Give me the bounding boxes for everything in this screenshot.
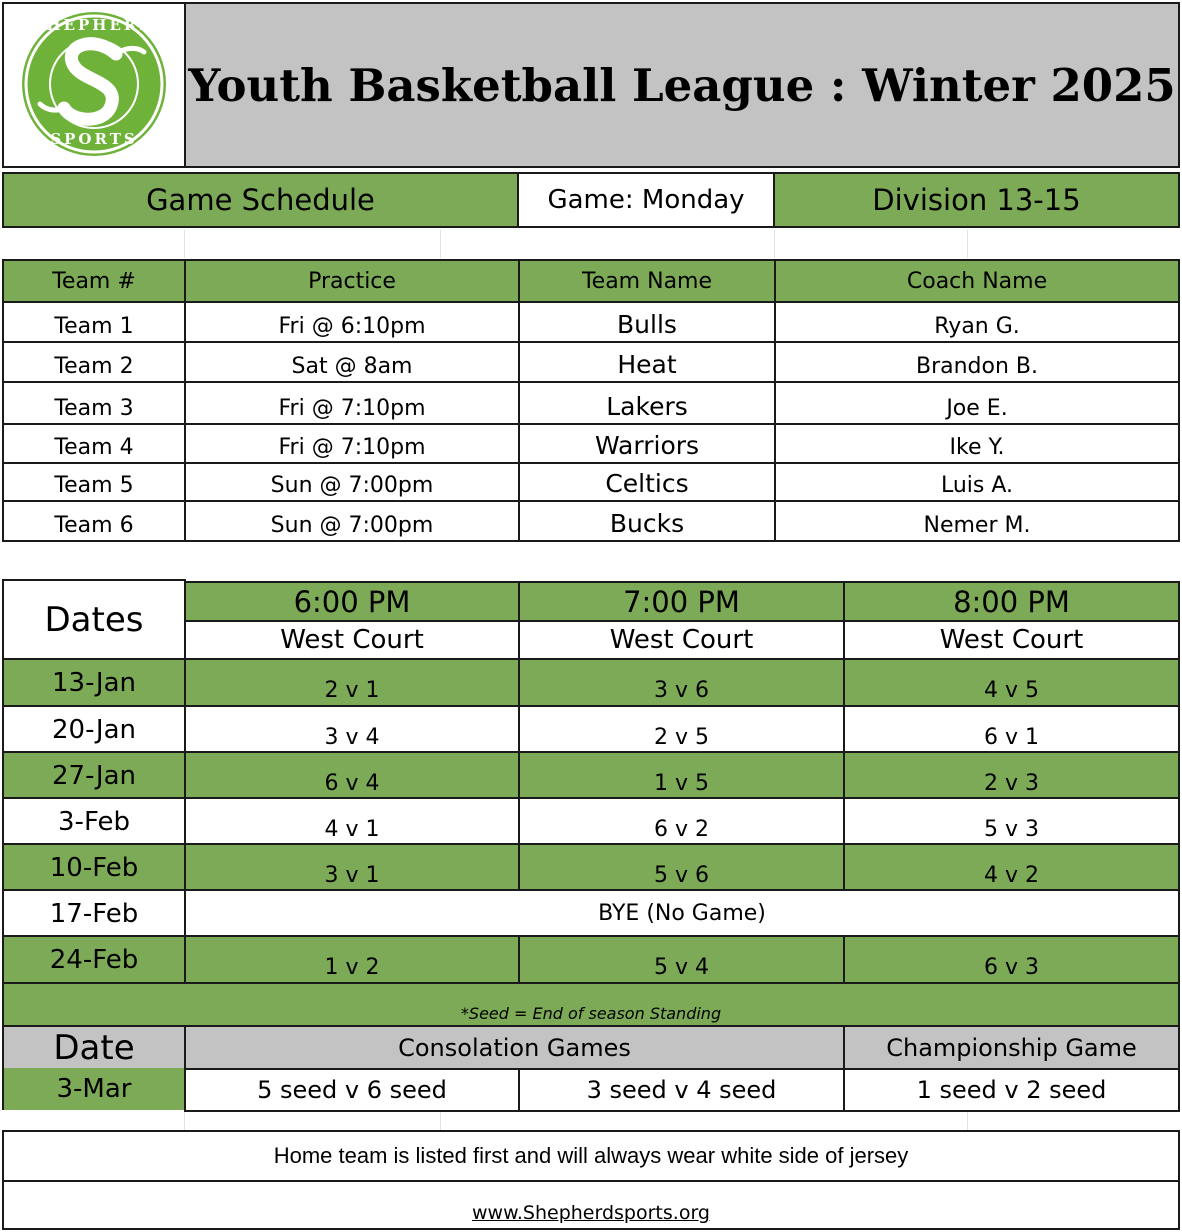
matchup: 6 v 3	[843, 935, 1180, 984]
practice-time: Sat @ 8am	[184, 341, 520, 383]
practice-time: Sun @ 7:00pm	[184, 500, 520, 542]
schedule-date: 10-Feb	[2, 843, 186, 892]
schedule-date: 27-Jan	[2, 751, 186, 800]
team-name: Heat	[518, 341, 776, 383]
matchup: 2 v 3	[843, 751, 1180, 800]
website-link[interactable]: www.Shepherdsports.org	[472, 1202, 710, 1224]
game-day-label: Game: Monday	[517, 172, 775, 228]
coach-name: Ike Y.	[774, 423, 1180, 464]
court-header-2: West Court	[518, 620, 845, 660]
team-number: Team 2	[2, 341, 186, 383]
schedule-date: 17-Feb	[2, 889, 186, 938]
team-number: Team 6	[2, 500, 186, 542]
teams-header-team-name: Team Name	[518, 259, 776, 303]
footer-website-box	[2, 1180, 1180, 1230]
consolation-header: Consolation Games	[184, 1025, 845, 1070]
matchup: 5 v 3	[843, 797, 1180, 846]
teams-header-coach-name: Coach Name	[774, 259, 1180, 303]
matchup: 6 v 1	[843, 705, 1180, 754]
matchup: 1 v 2	[184, 935, 520, 984]
coach-name: Brandon B.	[774, 341, 1180, 383]
team-name: Bulls	[518, 301, 776, 343]
practice-time: Fri @ 6:10pm	[184, 301, 520, 343]
time-header-8pm: 8:00 PM	[843, 581, 1180, 622]
coach-name: Ryan G.	[774, 301, 1180, 343]
matchup: 6 v 4	[184, 751, 520, 800]
matchup: 4 v 5	[843, 658, 1180, 707]
matchup: 5 v 6	[518, 843, 845, 892]
matchup: 2 v 1	[184, 658, 520, 707]
matchup: 3 v 4	[184, 705, 520, 754]
page-title: Youth Basketball League : Winter 2025	[188, 58, 1176, 112]
coach-name: Joe E.	[774, 381, 1180, 425]
court-header-1: West Court	[184, 620, 520, 660]
championship-game: 1 seed v 2 seed	[843, 1068, 1180, 1112]
playoff-date-header: Date	[2, 1025, 186, 1070]
logo-text-bottom: SPORTS	[50, 130, 138, 148]
matchup: 3 v 6	[518, 658, 845, 707]
practice-time: Fri @ 7:10pm	[184, 423, 520, 464]
schedule-date: 24-Feb	[2, 935, 186, 984]
title-banner	[184, 2, 1180, 168]
logo-box	[2, 2, 186, 168]
schedule-date: 13-Jan	[2, 658, 186, 707]
schedule-date: 20-Jan	[2, 705, 186, 754]
game-schedule-label: Game Schedule	[2, 172, 519, 228]
bye-week: BYE (No Game)	[184, 889, 1180, 938]
championship-header: Championship Game	[843, 1025, 1180, 1070]
matchup: 2 v 5	[518, 705, 845, 754]
division-label: Division 13-15	[773, 172, 1180, 228]
dates-header: Dates	[2, 579, 186, 660]
practice-time: Sun @ 7:00pm	[184, 462, 520, 502]
teams-header-practice: Practice	[184, 259, 520, 303]
team-number: Team 4	[2, 423, 186, 464]
team-name: Lakers	[518, 381, 776, 425]
footer-note-box	[2, 1130, 1180, 1182]
team-name: Warriors	[518, 423, 776, 464]
team-number: Team 1	[2, 301, 186, 343]
matchup: 4 v 1	[184, 797, 520, 846]
matchup: 4 v 2	[843, 843, 1180, 892]
matchup: 1 v 5	[518, 751, 845, 800]
time-header-7pm: 7:00 PM	[518, 581, 845, 622]
seed-note-bar	[2, 982, 1180, 1027]
team-name: Celtics	[518, 462, 776, 502]
team-number: Team 5	[2, 462, 186, 502]
playoff-date: 3-Mar	[2, 1068, 184, 1110]
practice-time: Fri @ 7:10pm	[184, 381, 520, 425]
court-header-3: West Court	[843, 620, 1180, 660]
consolation-game-1: 5 seed v 6 seed	[184, 1068, 520, 1112]
coach-name: Nemer M.	[774, 500, 1180, 542]
time-header-6pm: 6:00 PM	[184, 581, 520, 622]
schedule-date: 3-Feb	[2, 797, 186, 846]
seed-note: *Seed = End of season Standing	[460, 1004, 722, 1023]
teams-header-team-number: Team #	[2, 259, 186, 303]
matchup: 3 v 1	[184, 843, 520, 892]
team-name: Bucks	[518, 500, 776, 542]
consolation-game-2: 3 seed v 4 seed	[518, 1068, 845, 1112]
team-number: Team 3	[2, 381, 186, 425]
logo-text-top: SHEPHERD	[32, 16, 156, 34]
coach-name: Luis A.	[774, 462, 1180, 502]
matchup: 6 v 2	[518, 797, 845, 846]
footer-note: Home team is listed first and will always wear white side of jersey	[273, 1143, 909, 1168]
matchup: 5 v 4	[518, 935, 845, 984]
